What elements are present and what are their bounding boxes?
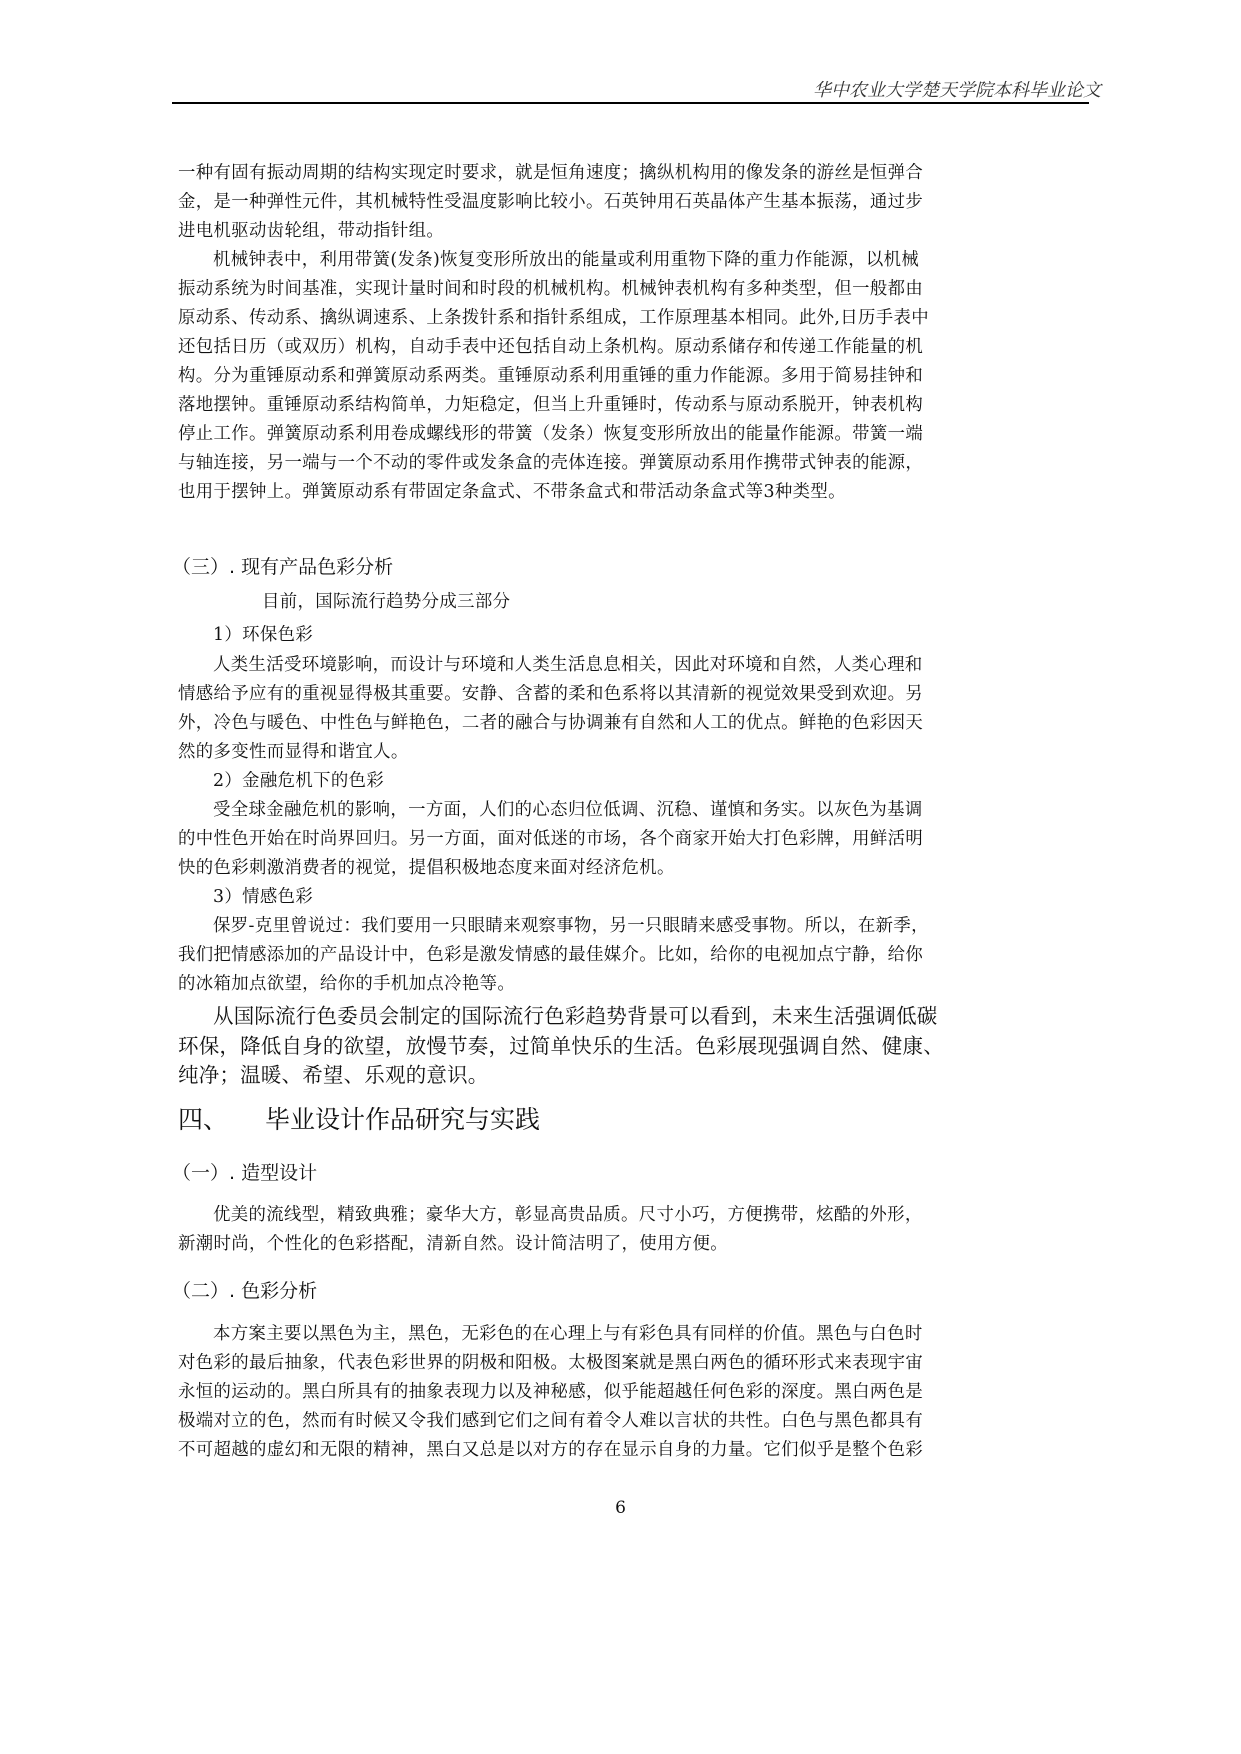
section-heading-2: （二）. 色彩分析 [172,1280,318,1302]
body-line: 也用于摆钟上。弹簧原动系有带固定条盒式、不带条盒式和带活动条盒式等3种类型。 [178,482,846,502]
chapter-title: 毕业设计作品研究与实践 [265,1105,541,1134]
body-line: 不可超越的虚幻和无限的精神，黑白又总是以对方的存在显示自身的力量。它们似乎是整个色彩 [178,1440,924,1460]
list-heading: 2）金融危机下的色彩 [213,771,385,791]
body-line: 本方案主要以黑色为主，黑色，无彩色的在心理上与有彩色具有同样的价值。黑色与白色时 [213,1324,923,1344]
body-line: 机械钟表中，利用带簧(发条)恢复变形所放出的能量或利用重物下降的重力作能源，以机械 [213,250,920,270]
body-line: 永恒的运动的。黑白所具有的抽象表现力以及神秘感，似乎能超越任何色彩的深度。黑白两色是 [178,1382,924,1402]
body-line: 保罗-克里曾说过：我们要用一只眼睛来观察事物，另一只眼睛来感受事物。所以，在新季， [213,916,929,936]
body-line: 优美的流线型，精致典雅；豪华大方，彰显高贵品质。尺寸小巧，方便携带，炫酷的外形， [213,1205,923,1225]
body-line: 极端对立的色，然而有时候又令我们感到它们之间有着令人难以言状的共性。白色与黑色都具有 [178,1411,924,1431]
body-line: 受全球金融危机的影响，一方面，人们的心态归位低调、沉稳、谨慎和务实。以灰色为基调 [213,800,923,820]
body-line: 振动系统为时间基准，实现计量时间和时段的机械机构。机械钟表机构有多种类型，但一般都由 [178,279,924,299]
body-line: 新潮时尚，个性化的色彩搭配，清新自然。设计简洁明了，使用方便。 [178,1234,728,1254]
chapter-heading [178,1100,540,1136]
body-line: 原动系、传动系、擒纵调速系、上条拨针系和指针系组成，工作原理基本相同。此外,日历手表中 [178,308,929,328]
body-line: 情感给予应有的重视显得极其重要。安静、含蓄的柔和色系将以其清新的视觉效果受到欢迎。另 [178,684,924,704]
body-line: 目前，国际流行趋势分成三部分 [262,592,511,612]
list-heading: 3）情感色彩 [213,887,314,907]
body-line: 人类生活受环境影响，而设计与环境和人类生活息息相关，因此对环境和自然，人类心理和 [213,655,923,675]
body-line: 环保，降低自身的欲望，放慢节奏，过简单快乐的生活。色彩展现强调自然、健康、 [178,1034,944,1058]
body-line: 快的色彩刺激消费者的视觉，提倡积极地态度来面对经济危机。 [178,858,675,878]
page-number: 6 [615,1498,626,1518]
body-line: 落地摆钟。重锤原动系结构简单，力矩稳定，但当上升重锤时，传动系与原动系脱开，钟表机构 [178,395,924,415]
body-line: 的中性色开始在时尚界回归。另一方面，面对低迷的市场，各个商家开始大打色彩牌，用鲜活明 [178,829,924,849]
body-line: 一种有固有振动周期的结构实现定时要求，就是恒角速度；擒纵机构用的像发条的游丝是恒弹合 [178,163,924,183]
body-line: 金，是一种弹性元件，其机械特性受温度影响比较小。石英钟用石英晶体产生基本振荡，通过步 [178,192,924,212]
body-line: 从国际流行色委员会制定的国际流行色彩趋势背景可以看到，未来生活强调低碳 [213,1004,938,1028]
body-line: 对色彩的最后抽象，代表色彩世界的阴极和阳极。太极图案就是黑白两色的循环形式来表现宇宙 [178,1353,924,1373]
body-line: 还包括日历（或双历）机构，自动手表中还包括自动上条机构。原动系储存和传递工作能量的机 [178,337,924,357]
list-heading: 1）环保色彩 [213,625,314,645]
body-line: 停止工作。弹簧原动系利用卷成螺线形的带簧（发条）恢复变形所放出的能量作能源。带簧一端 [178,424,924,444]
chapter-number: 四、 [178,1105,229,1134]
section-heading-1: （一）. 造型设计 [172,1162,318,1184]
body-line: 然的多变性而显得和谐宜人。 [178,742,409,762]
body-line: 纯净；温暖、希望、乐观的意识。 [178,1063,489,1087]
body-line: 进电机驱动齿轮组，带动指针组。 [178,221,445,241]
body-line: 我们把情感添加的产品设计中，色彩是激发情感的最佳媒介。比如，给你的电视加点宁静，给你 [178,945,924,965]
body-line: 构。分为重锤原动系和弹簧原动系两类。重锤原动系利用重锤的重力作能源。多用于简易挂钟和 [178,366,924,386]
section-heading-3: （三）. 现有产品色彩分析 [172,556,394,578]
body-line: 的冰箱加点欲望，给你的手机加点冷艳等。 [178,974,516,994]
body-line: 外，冷色与暖色、中性色与鲜艳色，二者的融合与协调兼有自然和人工的优点。鲜艳的色彩因天 [178,713,924,733]
header-rule [172,102,1089,104]
running-header: 华中农业大学楚天学院本科毕业论文 [813,80,1101,101]
body-line: 与轴连接，另一端与一个不动的零件或发条盒的壳体连接。弹簧原动系用作携带式钟表的能源， [178,453,924,473]
